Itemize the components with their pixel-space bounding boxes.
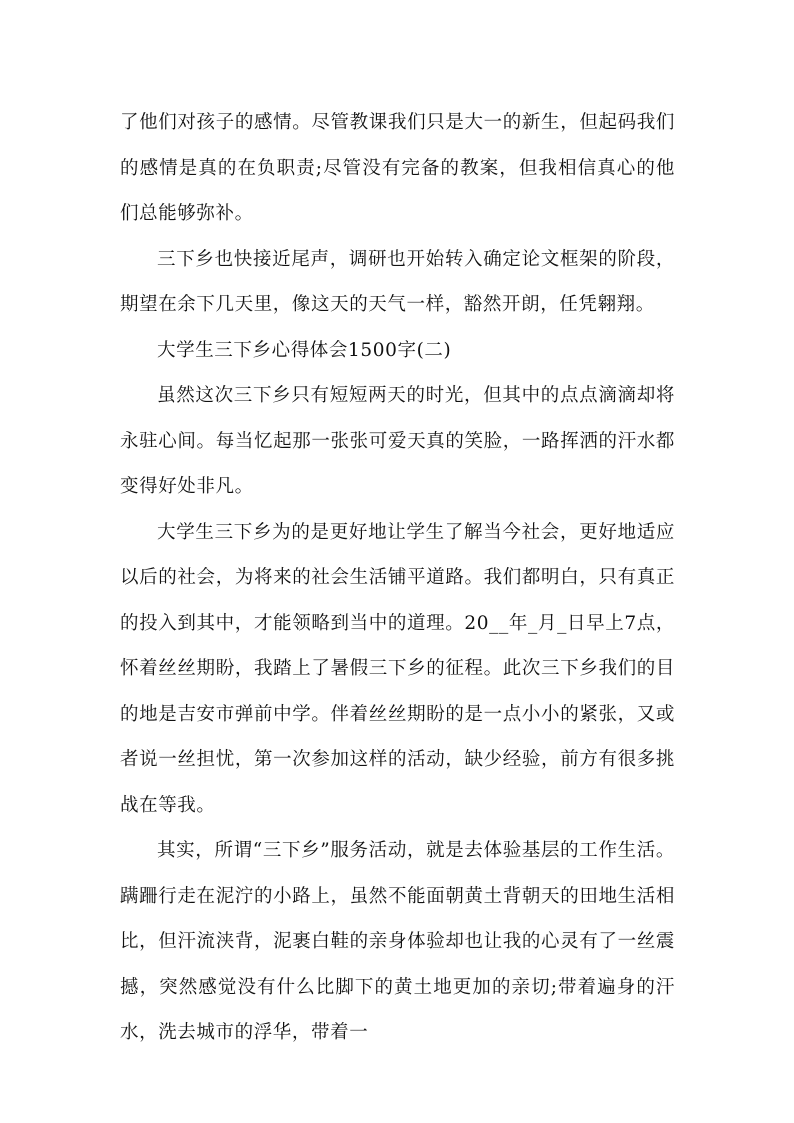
paragraph-continuation: 了他们对孩子的感情。尽管教课我们只是大一的新生，但起码我们的感情是真的在负职责;尽管没有完备的教案，但我相信真心的他们总能够弥补。: [120, 112, 675, 224]
document-body: [120, 100, 675, 1056]
paragraph-conclusion: 三下乡也快接近尾声，调研也开始转入确定论文框架的阶段，期望在余下几天里，像这天的天气一样，豁然开朗，任凭翱翔。: [120, 248, 675, 315]
paragraph-purpose: 大学生三下乡为的是更好地让学生了解当今社会，更好地适应以后的社会，为将来的社会生活铺平道路。我们都明白，只有真正的投入到其中，才能领略到当中的道理。20__年_月_日早上7点，怀着丝丝期盼，我踏上了暑假三下乡的征程。此次三下乡我们的目的地是吉安市弹前中学。伴着丝丝期盼的是一点小小的紧张，又或者说一丝担忧，第一次参加这样的活动，缺少经验，前方有很多挑战在等我。: [120, 521, 675, 816]
section-heading: 大学生三下乡心得体会1500字(二): [157, 339, 452, 361]
paragraph-experience: 其实，所谓“三下乡”服务活动，就是去体验基层的工作生活。蹒跚行走在泥泞的小路上，虽然不能面朝黄土背朝天的田地生活相比，但汗流浃背，泥裹白鞋的亲身体验却也让我的心灵有了一丝震撼，突然感觉没有什么比脚下的黄土地更加的亲切;带着遍身的汗水，洗去城市的浮华，带着一: [120, 840, 675, 1043]
paragraph-intro: 虽然这次三下乡只有短短两天的时光，但其中的点点滴滴却将永驻心间。每当忆起那一张张可爱天真的笑脸，一路挥洒的汗水都变得好处非凡。: [120, 385, 675, 497]
